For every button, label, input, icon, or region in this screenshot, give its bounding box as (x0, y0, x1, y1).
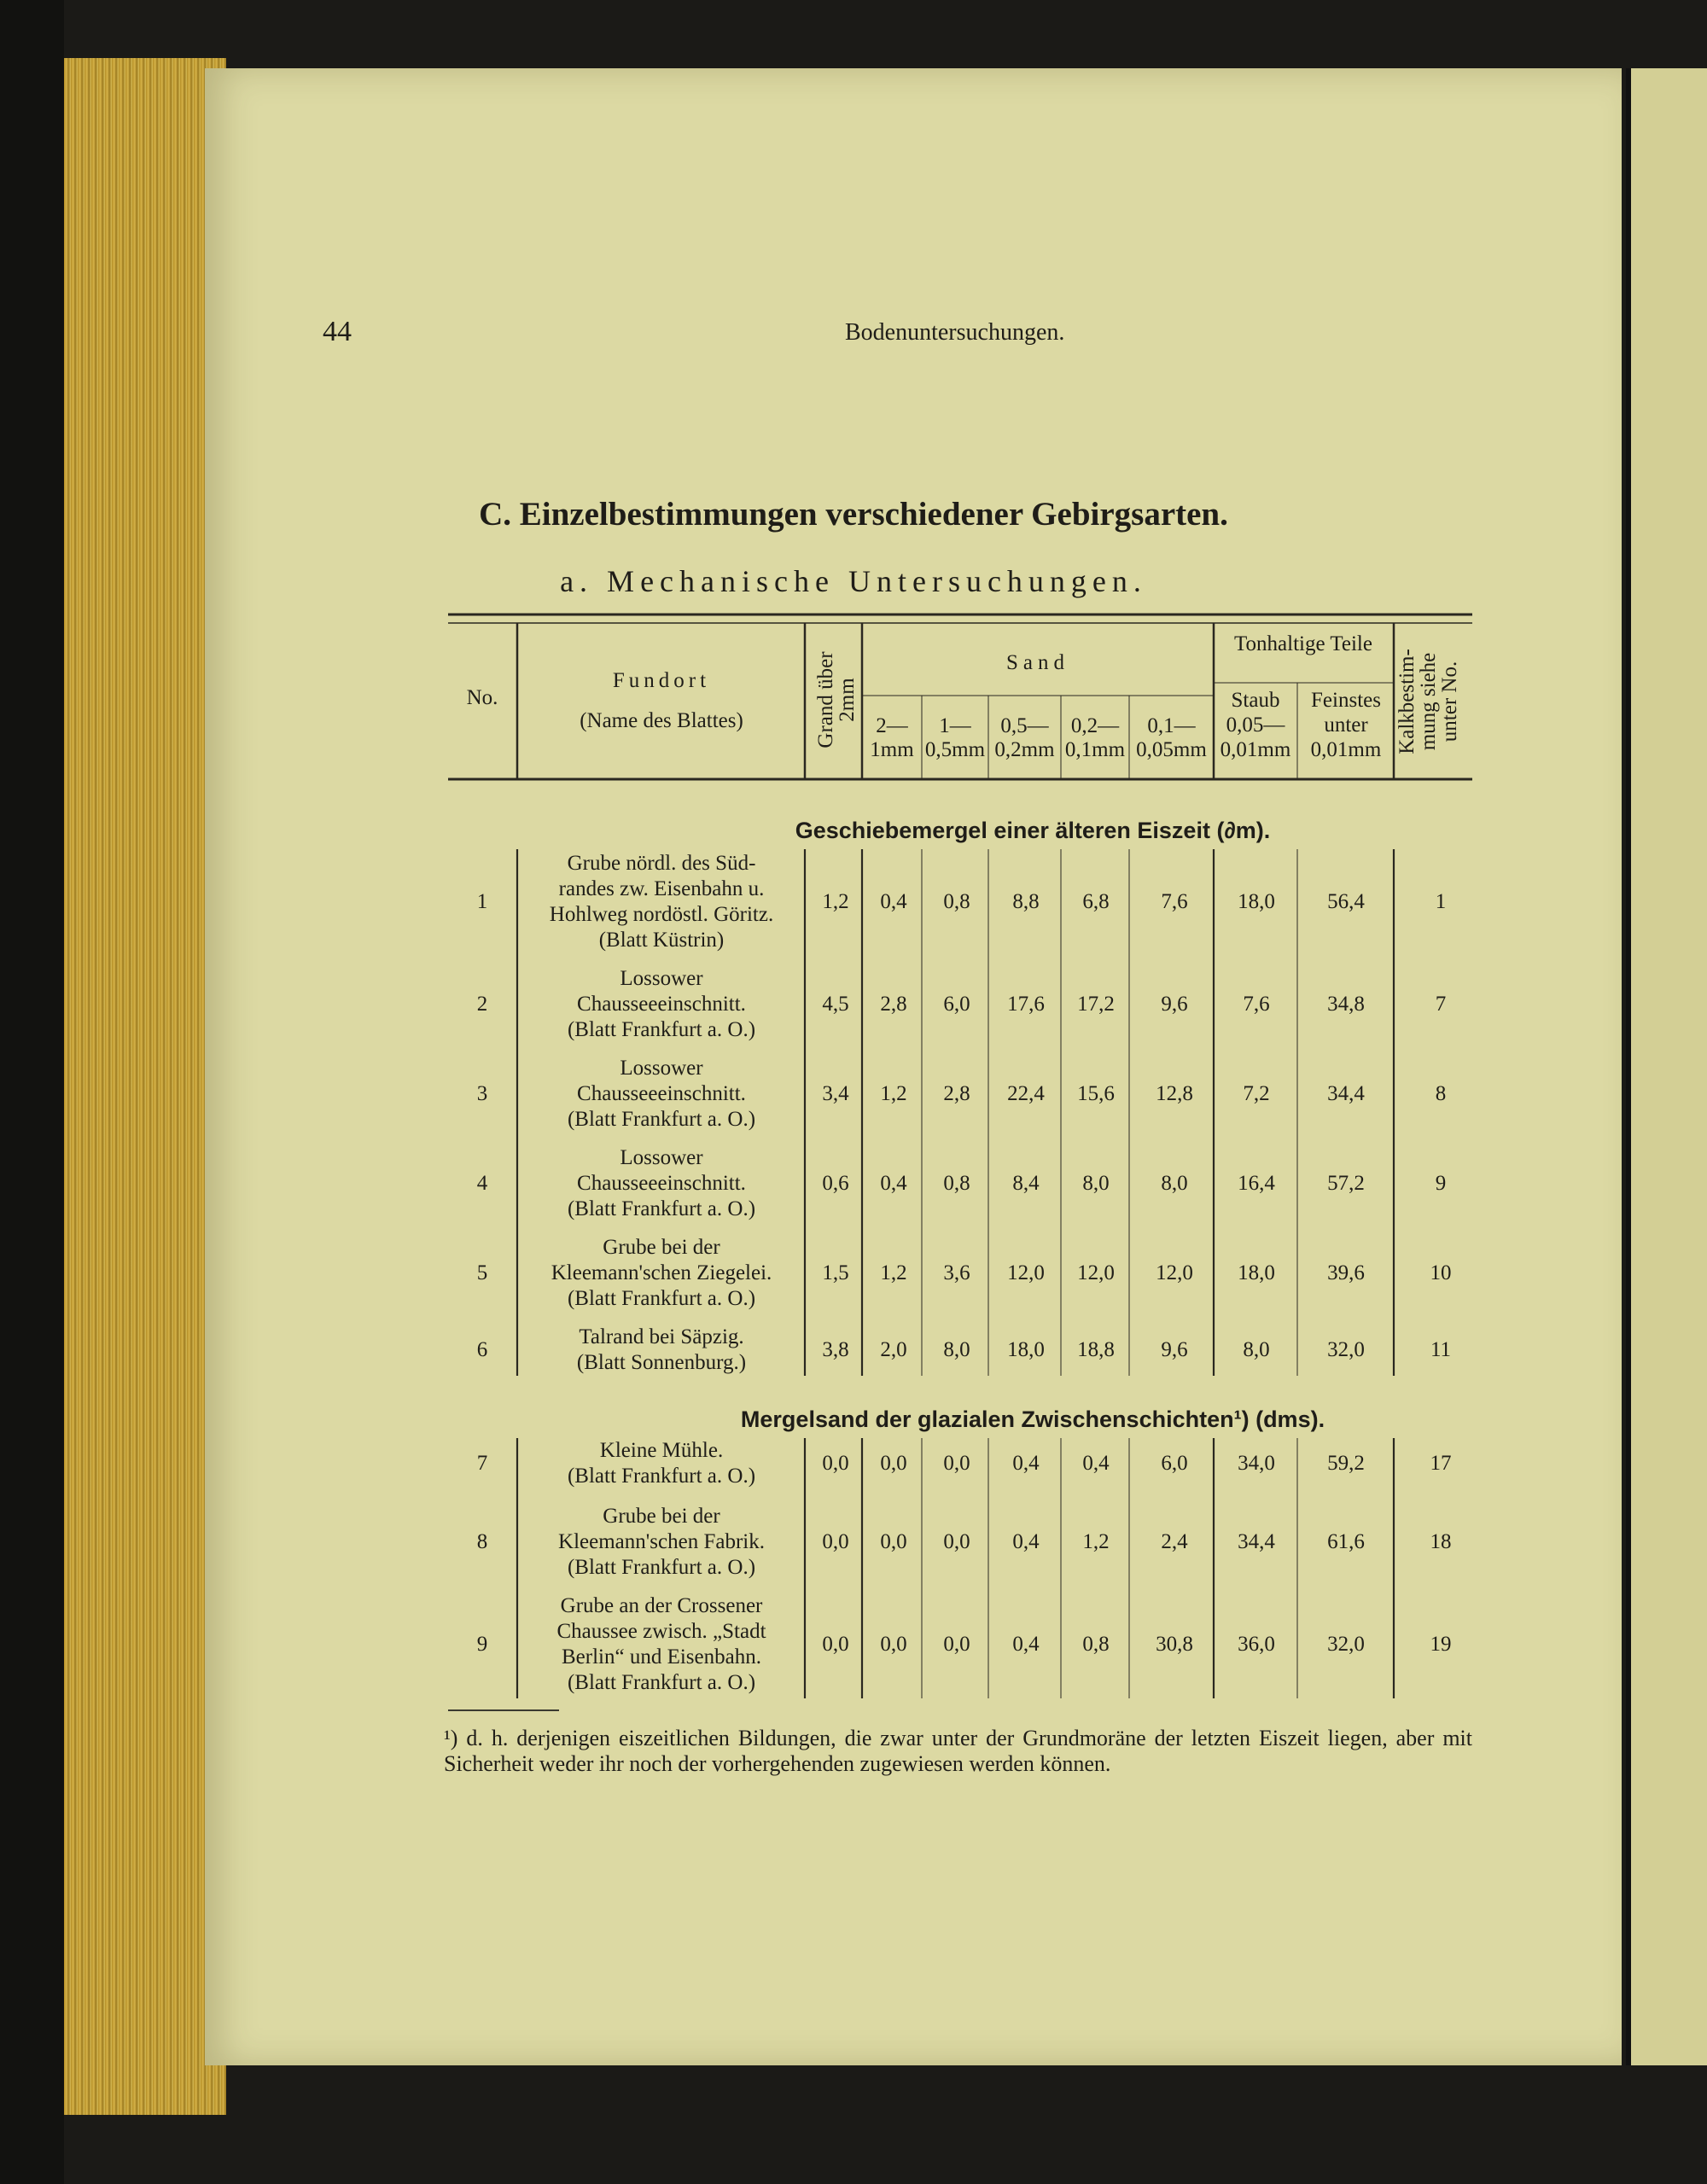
row-value: 9 (1435, 1172, 1447, 1195)
header-grand-unit: 2mm (836, 678, 859, 722)
row-value: 8 (1435, 1082, 1447, 1105)
row-fundort-line: (Blatt Frankfurt a. O.) (567, 1287, 756, 1310)
header-sand-col-top: 0,5— (1000, 714, 1049, 737)
row-value: 59,2 (1327, 1452, 1365, 1475)
row-value: 4,5 (822, 993, 849, 1016)
row-value: 1,5 (822, 1261, 849, 1284)
row-value: 18 (1430, 1530, 1452, 1553)
row-fundort-line: randes zw. Eisenbahn u. (558, 877, 765, 900)
row-number: 3 (476, 1082, 488, 1105)
row-value: 3,4 (822, 1082, 849, 1105)
section-heading-mergelsand: Mergelsand der glazialen Zwischenschichten¹) (dms). (740, 1406, 1325, 1432)
header-kalk-line: unter No. (1438, 661, 1461, 743)
header-feinstes: Feinstes (1311, 689, 1381, 712)
header-staub-unit: 0,01mm (1220, 738, 1291, 761)
row-value: 9,6 (1161, 993, 1188, 1016)
row-value: 0,4 (1012, 1633, 1040, 1656)
row-number: 1 (476, 890, 488, 913)
header-sand-col-top: 0,1— (1147, 714, 1196, 737)
row-number: 7 (476, 1452, 488, 1475)
row-value: 56,4 (1327, 890, 1365, 913)
row-number: 5 (476, 1261, 488, 1284)
row-value: 0,0 (822, 1530, 849, 1553)
row-value: 12,0 (1156, 1261, 1193, 1284)
row-value: 10 (1430, 1261, 1452, 1284)
row-value: 9,6 (1161, 1338, 1188, 1361)
row-number: 2 (476, 993, 488, 1016)
header-kalk-line: Kalkbestim- (1395, 649, 1419, 754)
row-fundort-line: (Blatt Küstrin) (598, 929, 725, 952)
row-value: 12,0 (1007, 1261, 1045, 1284)
row-value: 6,0 (1161, 1452, 1188, 1475)
row-value: 17,2 (1077, 993, 1115, 1016)
header-kalk-line: mung siehe (1417, 652, 1440, 751)
row-fundort-line: Grube bei der (603, 1505, 720, 1528)
row-fundort-line: Talrand bei Säpzig. (579, 1325, 744, 1348)
row-value: 0,0 (943, 1633, 970, 1656)
page-title: C. Einzelbestimmungen verschiedener Gebirgsarten. (479, 496, 1228, 533)
row-value: 0,4 (1012, 1452, 1040, 1475)
row-value: 0,8 (1082, 1633, 1110, 1656)
row-value: 15,6 (1077, 1082, 1115, 1105)
page-subtitle: a. Mechanische Untersuchungen. (560, 564, 1147, 598)
row-fundort-line: Kleine Mühle. (599, 1439, 724, 1462)
row-value: 0,4 (1082, 1452, 1110, 1475)
row-value: 1,2 (1082, 1530, 1110, 1553)
row-fundort-line: (Blatt Frankfurt a. O.) (567, 1108, 756, 1131)
row-fundort-line: (Blatt Frankfurt a. O.) (567, 1465, 756, 1488)
row-value: 8,0 (1082, 1172, 1110, 1195)
row-value: 34,0 (1238, 1452, 1275, 1475)
header-staub-range: 0,05— (1226, 713, 1285, 737)
row-value: 18,0 (1238, 1261, 1275, 1284)
row-fundort-line: Grube an der Crossener (560, 1594, 763, 1617)
row-fundort-line: (Blatt Frankfurt a. O.) (567, 1671, 756, 1694)
row-value: 22,4 (1007, 1082, 1045, 1105)
row-value: 0,4 (1012, 1530, 1040, 1553)
row-value: 1 (1435, 890, 1447, 913)
row-value: 32,0 (1327, 1338, 1365, 1361)
row-value: 17 (1430, 1452, 1452, 1475)
header-sand-col-bottom: 1mm (870, 738, 914, 761)
running-head: Bodenuntersuchungen. (845, 319, 1065, 346)
row-fundort-line: (Blatt Frankfurt a. O.) (567, 1018, 756, 1041)
row-value: 11 (1430, 1338, 1452, 1361)
row-value: 0,6 (822, 1172, 849, 1195)
row-fundort-line: Berlin“ und Eisenbahn. (562, 1645, 761, 1669)
footnote: ¹) d. h. derjenigen eiszeitlichen Bildungen, die zwar unter der Grundmoräne der letzten Eiszeit liegen, aber mit Sicherheit weder ihr noch der vorhergehenden zugewiesen werden können. (444, 1726, 1472, 1776)
header-fundort-sub: (Name des Blattes) (580, 709, 743, 732)
header-feinstes-unit: 0,01mm (1310, 738, 1382, 761)
row-fundort-line: Chausseeeinschnitt. (577, 1172, 746, 1195)
row-value: 1,2 (880, 1261, 907, 1284)
header-sand: Sand (1006, 651, 1069, 674)
header-feinstes-range: unter (1324, 713, 1368, 737)
row-fundort-line: Chausseeeinschnitt. (577, 993, 746, 1016)
row-value: 8,8 (1012, 890, 1040, 913)
row-value: 0,4 (880, 890, 907, 913)
row-fundort-line: Hohlweg nordöstl. Göritz. (549, 903, 774, 926)
row-fundort-line: Lossower (620, 967, 703, 990)
row-value: 2,8 (880, 993, 907, 1016)
row-value: 0,8 (943, 890, 970, 913)
row-value: 2,0 (880, 1338, 907, 1361)
row-value: 16,4 (1238, 1172, 1275, 1195)
row-value: 12,0 (1077, 1261, 1115, 1284)
row-value: 2,4 (1161, 1530, 1188, 1553)
section-heading-geschiebemergel: Geschiebemergel einer älteren Eiszeit (∂m). (795, 818, 1271, 843)
header-sand-col-top: 2— (876, 714, 908, 737)
row-value: 1,2 (822, 890, 849, 913)
header-sand-col-bottom: 0,05mm (1136, 738, 1207, 761)
row-value: 7 (1435, 993, 1447, 1016)
row-number: 9 (476, 1633, 488, 1656)
header-sand-col-top: 1— (939, 714, 971, 737)
row-value: 7,6 (1161, 890, 1188, 913)
row-value: 0,0 (943, 1452, 970, 1475)
row-value: 18,8 (1077, 1338, 1115, 1361)
row-value: 8,0 (1243, 1338, 1270, 1361)
row-number: 4 (476, 1172, 488, 1195)
row-fundort-line: Chaussee zwisch. „Stadt (556, 1620, 766, 1643)
header-grand: Grand über (814, 651, 837, 748)
row-fundort-line: (Blatt Sonnenburg.) (576, 1351, 747, 1374)
row-value: 32,0 (1327, 1633, 1365, 1656)
row-number: 6 (476, 1338, 488, 1361)
header-sand-col-bottom: 0,2mm (994, 738, 1055, 761)
row-value: 8,4 (1012, 1172, 1040, 1195)
row-value: 18,0 (1007, 1338, 1045, 1361)
row-value: 61,6 (1327, 1530, 1365, 1553)
header-sand-col-top: 0,2— (1070, 714, 1120, 737)
row-value: 17,6 (1007, 993, 1045, 1016)
row-number: 8 (476, 1530, 488, 1553)
row-value: 8,0 (1161, 1172, 1188, 1195)
header-sand-col-bottom: 0,1mm (1064, 738, 1126, 761)
row-value: 34,4 (1238, 1530, 1275, 1553)
row-value: 34,4 (1327, 1082, 1365, 1105)
row-value: 19 (1430, 1633, 1452, 1656)
row-fundort-line: Lossower (620, 1146, 703, 1169)
row-value: 0,0 (943, 1530, 970, 1553)
row-fundort-line: Lossower (620, 1057, 703, 1080)
row-value: 0,0 (880, 1530, 907, 1553)
row-value: 57,2 (1327, 1172, 1365, 1195)
row-value: 12,8 (1156, 1082, 1193, 1105)
row-value: 34,8 (1327, 993, 1365, 1016)
row-fundort-line: Grube bei der (603, 1236, 720, 1259)
header-sand-col-bottom: 0,5mm (924, 738, 986, 761)
row-fundort-line: (Blatt Frankfurt a. O.) (567, 1197, 756, 1220)
row-value: 8,0 (943, 1338, 970, 1361)
row-value: 36,0 (1238, 1633, 1275, 1656)
row-value: 3,6 (943, 1261, 970, 1284)
row-value: 1,2 (880, 1082, 907, 1105)
header-staub: Staub (1231, 689, 1280, 712)
row-value: 0,0 (880, 1633, 907, 1656)
row-fundort-line: Grube nördl. des Süd- (567, 852, 756, 875)
row-fundort-line: Kleemann'schen Ziegelei. (551, 1261, 772, 1284)
row-value: 0,8 (943, 1172, 970, 1195)
row-value: 30,8 (1156, 1633, 1193, 1656)
row-value: 0,0 (880, 1452, 907, 1475)
row-value: 6,8 (1082, 890, 1110, 913)
page-number: 44 (323, 316, 352, 347)
row-value: 3,8 (822, 1338, 849, 1361)
row-value: 0,0 (822, 1633, 849, 1656)
row-fundort-line: Kleemann'schen Fabrik. (558, 1530, 765, 1553)
row-fundort-line: (Blatt Frankfurt a. O.) (567, 1556, 756, 1579)
header-no: No. (466, 686, 498, 709)
row-value: 39,6 (1327, 1261, 1365, 1284)
row-value: 0,4 (880, 1172, 907, 1195)
footnote-rule (448, 1709, 559, 1711)
row-value: 18,0 (1238, 890, 1275, 913)
row-value: 0,0 (822, 1452, 849, 1475)
header-ton: Tonhaltige Teile (1234, 632, 1372, 655)
row-value: 2,8 (943, 1082, 970, 1105)
row-value: 6,0 (943, 993, 970, 1016)
row-value: 7,6 (1243, 993, 1270, 1016)
row-fundort-line: Chausseeeinschnitt. (577, 1082, 746, 1105)
row-value: 7,2 (1243, 1082, 1270, 1105)
header-fundort: Fundort (612, 669, 711, 692)
